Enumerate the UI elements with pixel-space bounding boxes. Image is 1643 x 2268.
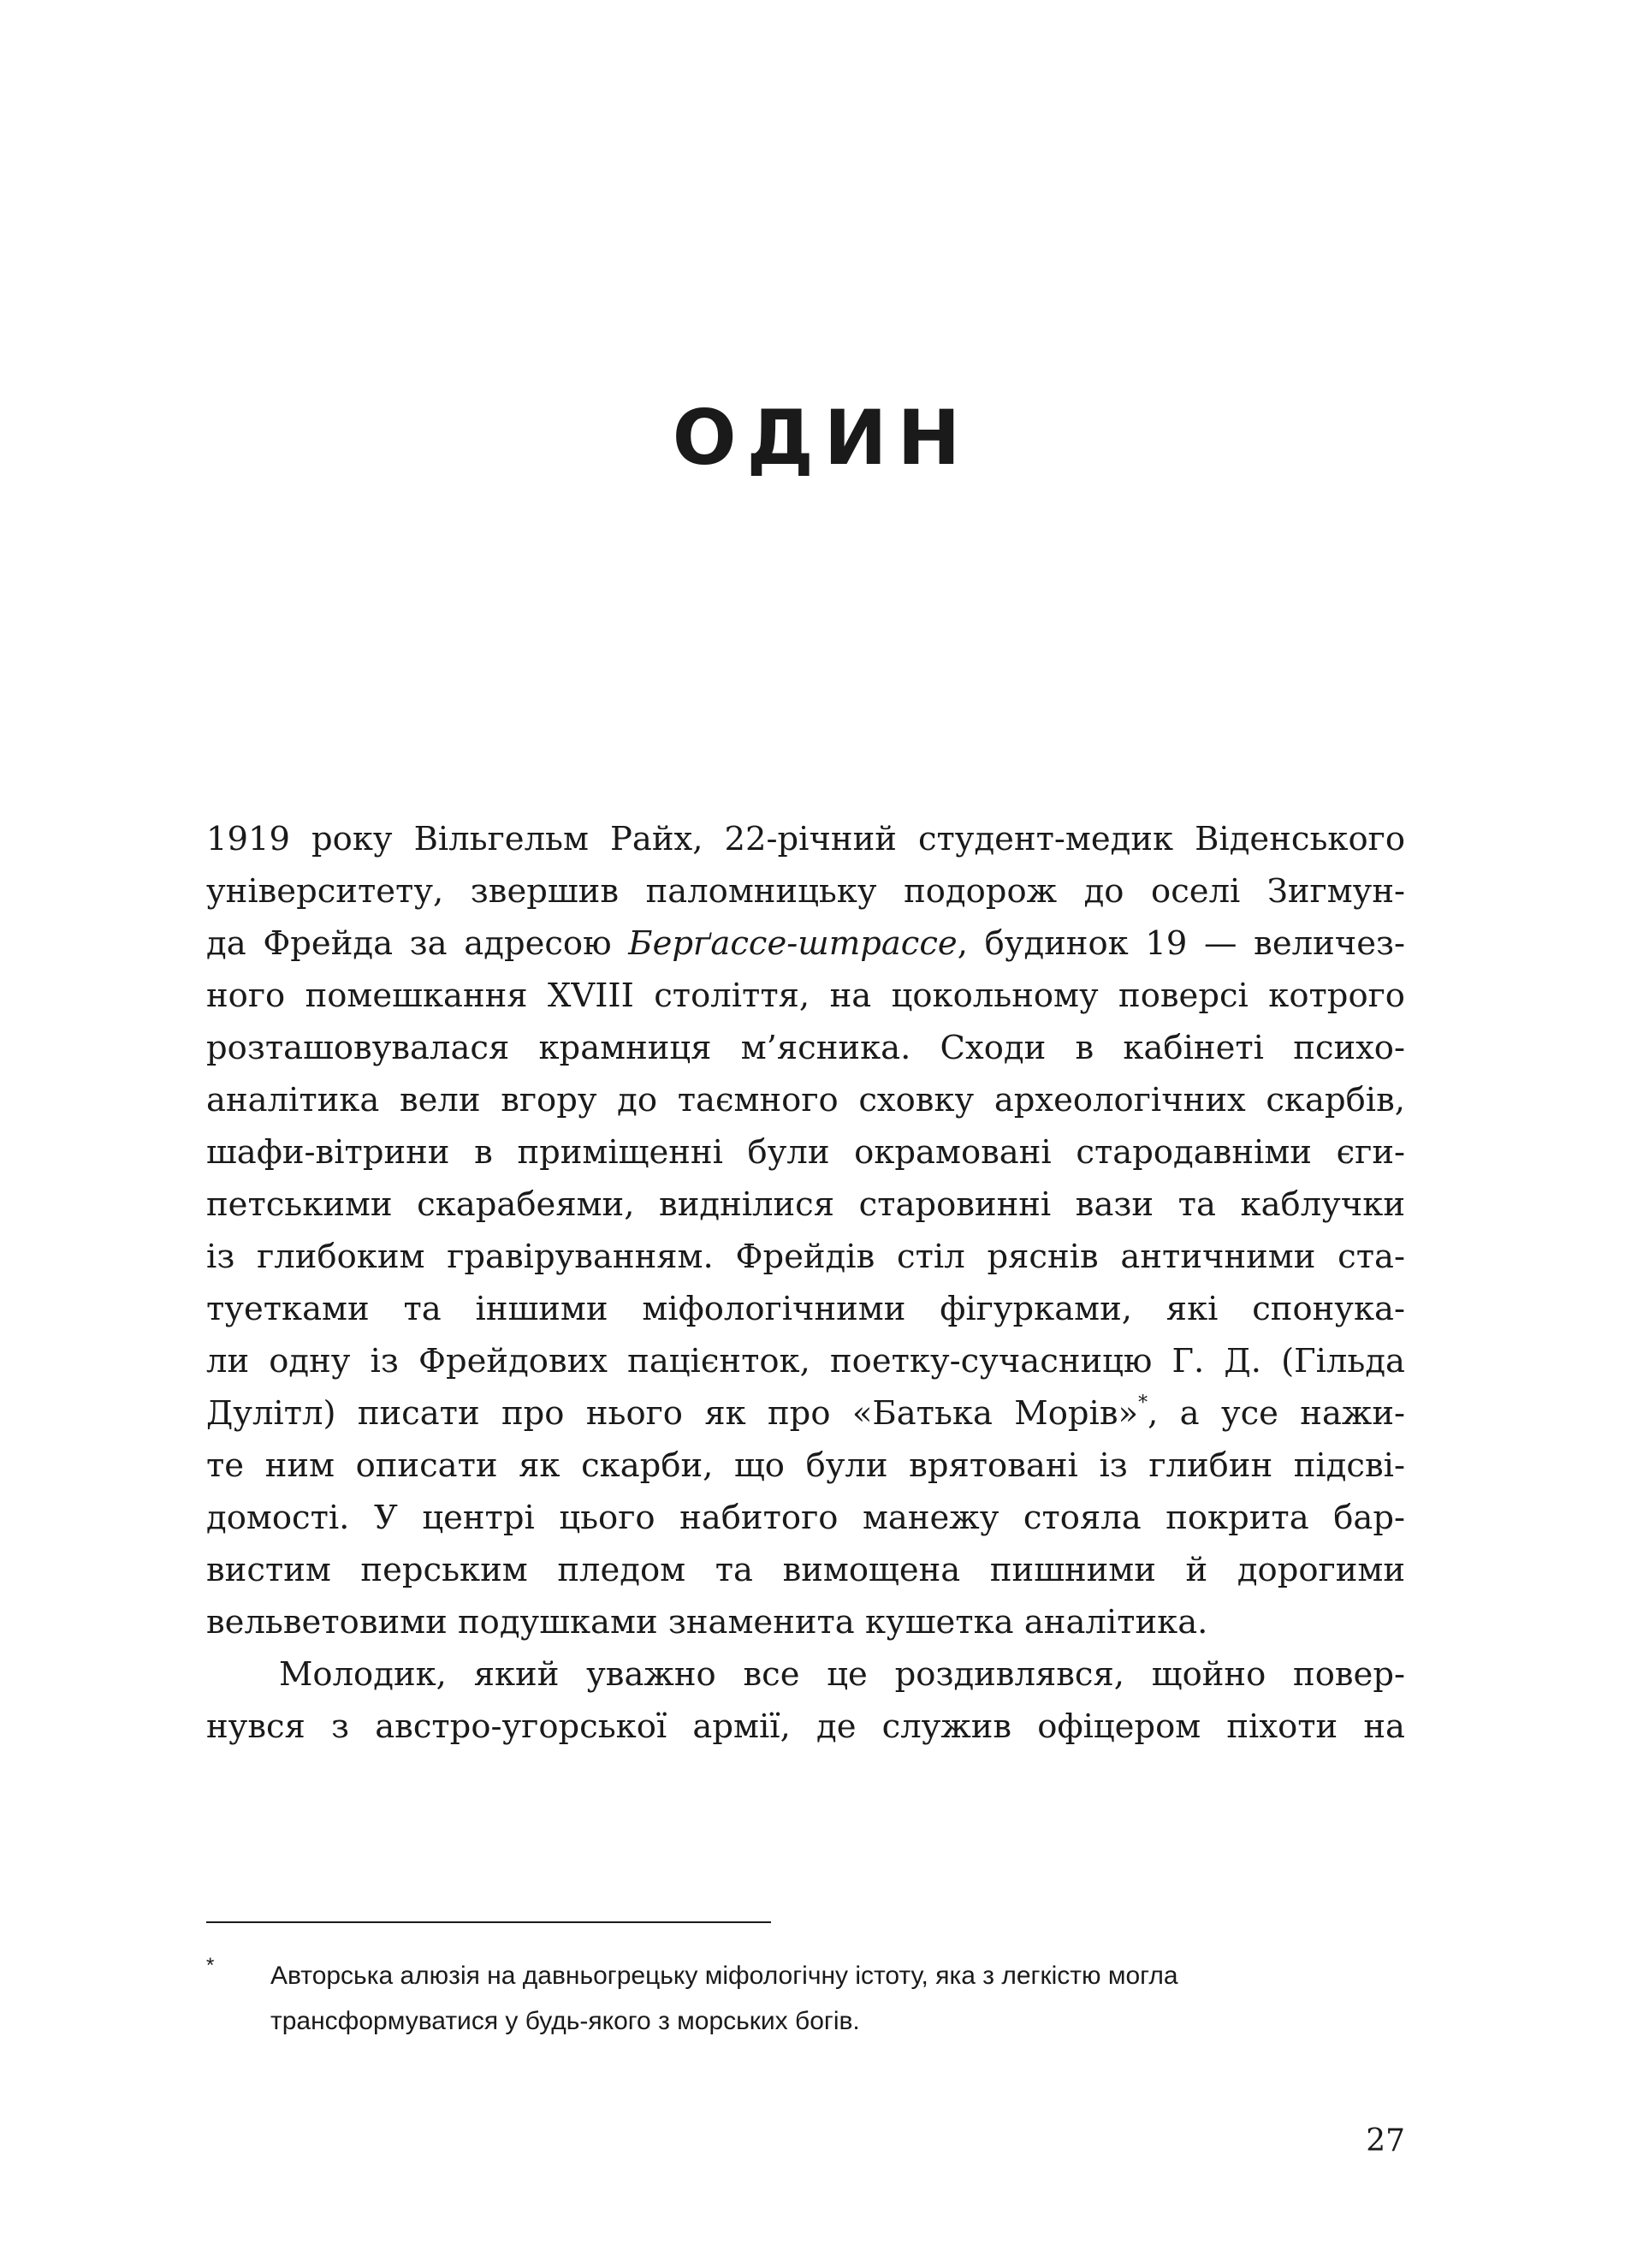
text-line: шафи-вітрини в приміщенні були окрамовані стародавніми єги- [206, 1133, 1405, 1172]
chapter-title: ОДИН [672, 394, 971, 482]
text-line: розташовувалася крамниця м’ясника. Сходи в кабінеті психо- [206, 1029, 1405, 1067]
text-line [206, 917, 1405, 970]
page-number: 27 [1366, 2123, 1405, 2158]
text-line: вистим перським пледом та вимощена пишними й дорогими [206, 1551, 1405, 1589]
text-line: аналітика вели вгору до таємного сховку археологічних скарбів, [206, 1081, 1405, 1119]
text-line: Молодик, який уважно все це роздивлявся, щойно повер- [279, 1655, 1405, 1694]
text-line: із глибоким гравіруванням. Фрейдів стіл ряснів античними ста- [206, 1238, 1405, 1276]
text-line: домості. У центрі цього набитого манежу стояла покрита бар- [206, 1499, 1405, 1537]
footnote-reference[interactable]: * [1138, 1392, 1148, 1414]
footnote-line: Авторська алюзія на давньогрецьку міфологічну істоту, яка з легкістю могла [270, 1962, 1178, 1990]
text-line: вельветовими подушками знаменита кушетка аналітика. [206, 1603, 1208, 1642]
text-line: університету, звершив паломницьку подорож до оселі Зигмун- [206, 872, 1405, 911]
text-line: 1919 року Вільгельм Райх, 22-річний студент-медик Віденського [206, 820, 1405, 858]
text-line: те ним описати як скарби, що були врятовані із глибин підсві- [206, 1446, 1405, 1485]
text-line: туетками та іншими міфологічними фігурками, які спонука- [206, 1290, 1405, 1328]
text-line: петськими скарабеями, виднілися старовинні вази та каблучки [206, 1185, 1405, 1224]
text-line: ли одну із Фрейдових пацієнток, поетку-сучасницю Г. Д. (Гільда [206, 1342, 1405, 1380]
text-line-end: , будинок 19 — величез- [957, 924, 1405, 963]
footnote-mark: * [206, 1954, 215, 1977]
footnote-divider [206, 1921, 771, 1923]
text-line [206, 1387, 1405, 1440]
footnote-line: трансформуватися у будь-якого з морських богів. [270, 2007, 860, 2035]
text-line-start: Дулітл) писати про нього як про «Батька Морів» [206, 1394, 1139, 1433]
footnote-text [270, 1953, 1405, 2044]
text-line: ного помешкання XVIII століття, на цокольному поверсі котрого [206, 977, 1405, 1015]
chapter-body-text [206, 813, 1405, 1753]
text-line-end: , а усе нажи- [1148, 1394, 1405, 1433]
address-italic: Берґассе-штрассе [628, 924, 958, 963]
text-line: нувся з австро-угорської армії, де служив офіцером піхоти на [206, 1707, 1405, 1746]
text-line-start: да Фрейда за адресою [206, 924, 629, 963]
